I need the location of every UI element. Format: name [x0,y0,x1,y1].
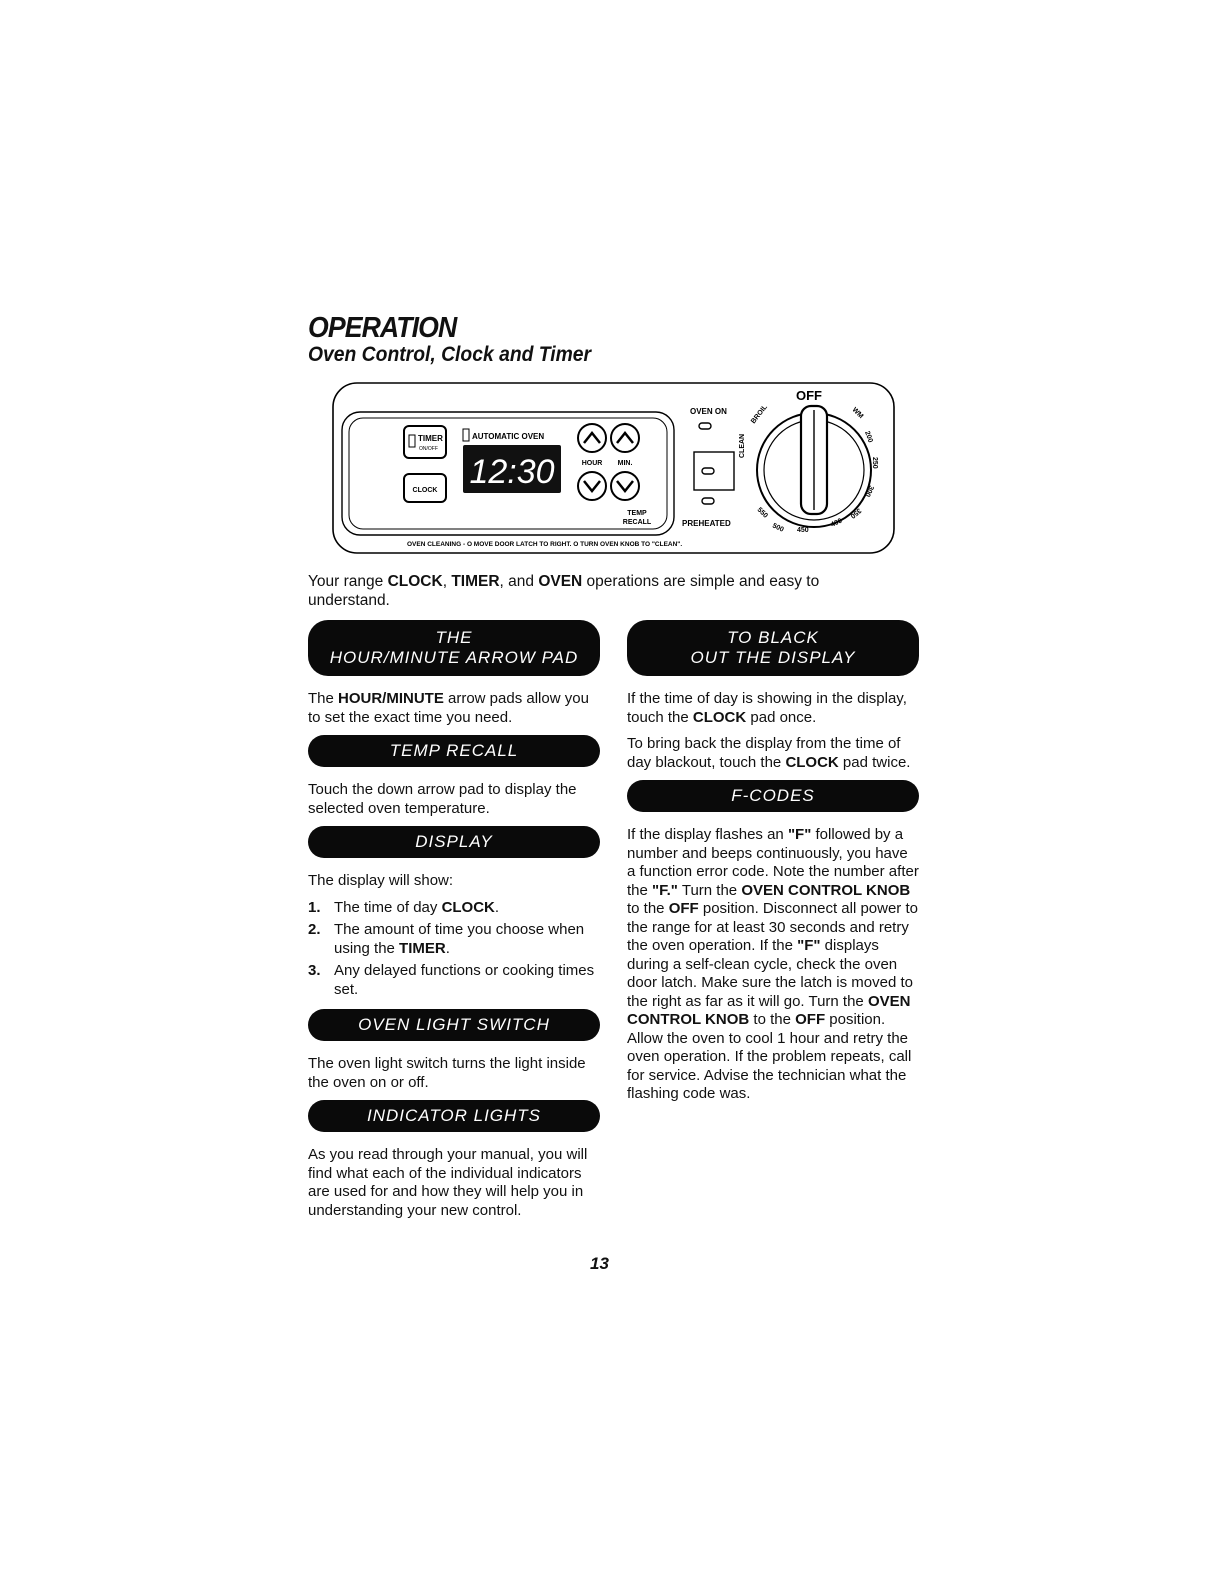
dial-mark-500: 500 [771,522,785,534]
f-codes-text: If the display flashes an "F" followed by a number and beeps continuously, you have a function error code. Note the number after the "F." Turn the OVEN CONTROL KNOB to the OFF position. Disconnect all power to the range for at least 30 seconds and retry the oven operation. If the "F" displays during a self-clean cycle, check the oven door latch. Make sure the latch is moved to the right as far as it will go. Turn the OVEN CONTROL KNOB to the OFF position. Allow the oven to cool 1 hour and retry the oven operation. If the problem repeats, call for service. Advise the technician what the flashing code was. [627,826,919,1102]
preheated-label: PREHEATED [682,519,731,528]
f-codes-heading: F-CODES [627,780,919,812]
hour-label: HOUR [581,460,603,467]
dial-mark-200: 200 [863,430,874,444]
clock-pad [404,474,446,502]
oven-light-text: The oven light switch turns the light inside the oven on or off. [308,1055,586,1091]
off-label: OFF [796,388,822,403]
hour-up-arrow-icon [578,424,606,452]
hour-minute-heading: THE HOUR/MINUTE ARROW PAD [308,620,600,676]
minute-down-arrow-icon [611,472,639,500]
timer-label: TIMER [418,434,443,443]
indicator-lights-text: As you read through your manual, you will find what each of the individual indicators are used for and how they will help you in understanding your new control. [308,1146,588,1219]
timer-sub-label: ON/OFF [419,446,438,452]
oven-cleaning-note: OVEN CLEANING - O MOVE DOOR LATCH TO RIGHT. O TURN OVEN KNOB TO "CLEAN". [407,541,683,548]
page-title: OPERATION [308,312,457,344]
dial-mark-250: 250 [871,457,878,469]
right-column [627,620,919,1112]
temp-label: TEMP [627,510,647,517]
display-heading: DISPLAY [308,826,600,858]
black-out-heading: TO BLACK OUT THE DISPLAY [627,620,919,676]
dial-mark-350: 350 [848,506,863,520]
page-subtitle: Oven Control, Clock and Timer [308,343,592,366]
list-item: 1. The time of day CLOCK. [308,898,500,916]
oven-control-knob-icon [757,406,871,527]
minute-up-arrow-icon [611,424,639,452]
temp-recall-text: Touch the down arrow pad to display the selected oven temperature. [308,781,577,817]
min-label: MIN. [617,460,633,467]
recall-label: RECALL [622,519,652,526]
hour-minute-text: The HOUR/MINUTE arrow pads allow you to set the exact time you need. [308,690,589,726]
left-column [308,620,600,1228]
dial-mark-550: 550 [755,506,769,520]
list-item: 3. Any delayed functions or cooking times set. [308,962,595,998]
black-out-text-2: To bring back the display from the time of day blackout, touch the CLOCK pad twice. [627,735,911,771]
wm-label: WM [850,406,865,421]
display-list [308,899,600,1000]
indicator-lights-heading: INDICATOR LIGHTS [308,1100,600,1132]
dial-mark-300: 300 [863,484,875,498]
oven-control-panel-illustration [332,382,895,554]
dial-mark-400: 400 [829,517,844,529]
intro-paragraph: Your range CLOCK, TIMER, and OVEN operations are simple and easy to understand. [308,573,820,609]
automatic-oven-label: AUTOMATIC OVEN [472,432,545,441]
broil-label: BROIL [750,403,769,426]
timer-pad [404,426,446,458]
list-item: 2. The amount of time you choose when using the TIMER. [308,921,585,957]
display-time: 12:30 [469,453,555,491]
clean-label: CLEAN [739,433,746,458]
dial-mark-450: 450 [797,527,809,534]
oven-light-heading: OVEN LIGHT SWITCH [308,1009,600,1041]
temp-recall-heading: TEMP RECALL [308,735,600,767]
page-number: 13 [590,1254,609,1273]
display-intro: The display will show: [308,872,454,889]
black-out-text-1: If the time of day is showing in the display, touch the CLOCK pad once. [627,690,907,726]
hour-down-arrow-icon [578,472,606,500]
oven-on-label: OVEN ON [690,407,727,416]
clock-pad-label: CLOCK [412,487,438,494]
